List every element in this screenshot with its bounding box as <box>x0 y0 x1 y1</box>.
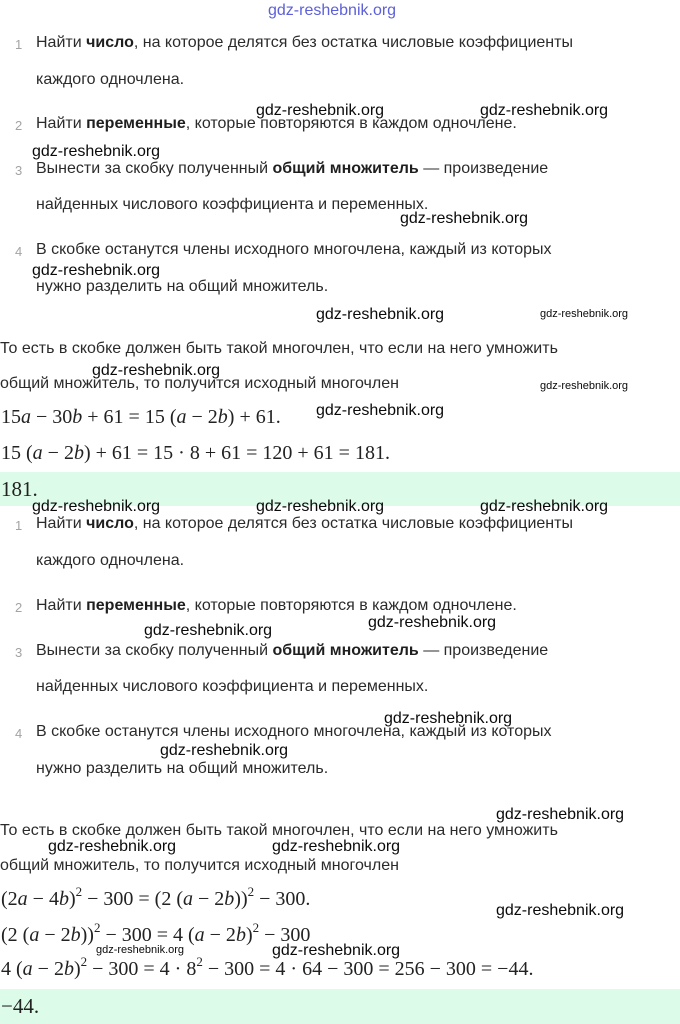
step-3-line-2: найденных числового коэффициента и переменных. <box>36 196 429 213</box>
watermark: gdz-reshebnik.org <box>160 742 289 759</box>
watermark: gdz-reshebnik.org <box>368 614 497 631</box>
watermark: gdz-reshebnik.org <box>272 838 401 855</box>
watermark: gdz-reshebnik.org <box>496 806 625 823</box>
step-1-line-1: Найти число, на которое делятся без остатка числовые коэффициенты <box>36 34 573 51</box>
step-4-line-1: В скобке останутся члены исходного многочлена, каждый из которых <box>36 241 552 258</box>
step-number: 3 <box>15 645 23 660</box>
step-4-line-2: нужно разделить на общий множитель. <box>36 760 329 777</box>
watermark: gdz-reshebnik.org <box>400 210 529 227</box>
watermark: gdz-reshebnik.org <box>480 102 609 119</box>
step-number: 2 <box>15 118 23 133</box>
step-2-line-1: Найти переменные, которые повторяются в каждом одночлене. <box>36 597 517 614</box>
answer-1: 181. <box>1 477 38 501</box>
explanation-line-1: То есть в скобке должен быть такой многочлен, что если на него умножить <box>0 822 558 839</box>
step-number: 2 <box>15 600 23 615</box>
step-number: 3 <box>15 163 23 178</box>
step-number: 4 <box>15 244 23 259</box>
watermark: gdz-reshebnik.org <box>32 262 161 279</box>
step-3-line-1: Вынести за скобку полученный общий множитель — произведение <box>36 642 549 659</box>
explanation-line-2: общий множитель, то получится исходный многочлен <box>0 375 399 392</box>
step-number: 1 <box>15 37 23 52</box>
watermark: gdz-reshebnik.org <box>32 143 161 160</box>
watermark: gdz-reshebnik.org <box>256 102 385 119</box>
step-2-line-1: Найти переменные, которые повторяются в каждом одночлене. <box>36 115 517 132</box>
step-1-line-1: Найти число, на которое делятся без остатка числовые коэффициенты <box>36 515 573 532</box>
watermark: gdz-reshebnik.org <box>316 402 445 419</box>
explanation-line-2: общий множитель, то получится исходный многочлен <box>0 857 399 874</box>
formula-1: $(2a - 4b)^2 - 300 = (2$ (a − 2b))$^2$ − 300. <box>1 884 311 910</box>
watermark-top: gdz-reshebnik.org <box>268 2 397 19</box>
explanation-line-1: То есть в скобке должен быть такой многочлен, что если на него умножить <box>0 340 558 357</box>
watermark: gdz-reshebnik.org <box>496 902 625 919</box>
formula-1: 15a − 30b + 61 = 15 (a − 2b) + 61. <box>1 406 281 428</box>
watermark: gdz-reshebnik.org <box>540 380 629 392</box>
watermark: gdz-reshebnik.org <box>272 942 401 959</box>
step-1-line-2: каждого одночлена. <box>36 552 185 569</box>
step-4-line-1: В скобке останутся члены исходного многочлена, каждый из которых <box>36 723 552 740</box>
watermark: gdz-reshebnik.org <box>96 944 185 956</box>
formula-2: 15 (a − 2b) + 61 = 15 · 8 + 61 = 120 + 61 = 181. <box>1 442 390 464</box>
answer-highlight-2 <box>0 989 680 1024</box>
watermark: gdz-reshebnik.org <box>92 362 221 379</box>
watermark: gdz-reshebnik.org <box>384 710 513 727</box>
watermark: gdz-reshebnik.org <box>32 498 161 515</box>
watermark: gdz-reshebnik.org <box>256 498 385 515</box>
step-3-line-2: найденных числового коэффициента и переменных. <box>36 678 429 695</box>
step-number: 4 <box>15 726 23 741</box>
step-number: 1 <box>15 518 23 533</box>
step-4-line-2: нужно разделить на общий множитель. <box>36 278 329 295</box>
formula-3: 4 $(a - 2b)^2 - 300 = 4 \cdot 8^2 - 300 = 4 \cdot 64 - 300 = 256 - 300 = -44$. <box>1 954 534 980</box>
step-3-line-1: Вынести за скобку полученный общий множитель — произведение <box>36 160 549 177</box>
watermark: gdz-reshebnik.org <box>144 622 273 639</box>
watermark: gdz-reshebnik.org <box>480 498 609 515</box>
watermark: gdz-reshebnik.org <box>316 306 445 323</box>
step-1-line-2: каждого одночлена. <box>36 71 185 88</box>
formula-2: (2 (a − 2b))$^2$ − 300 = 4 $(a - 2b)^2 - 300$ <box>1 920 311 946</box>
watermark: gdz-reshebnik.org <box>48 838 177 855</box>
watermark: gdz-reshebnik.org <box>540 308 629 320</box>
answer-2: −44. <box>1 994 40 1018</box>
